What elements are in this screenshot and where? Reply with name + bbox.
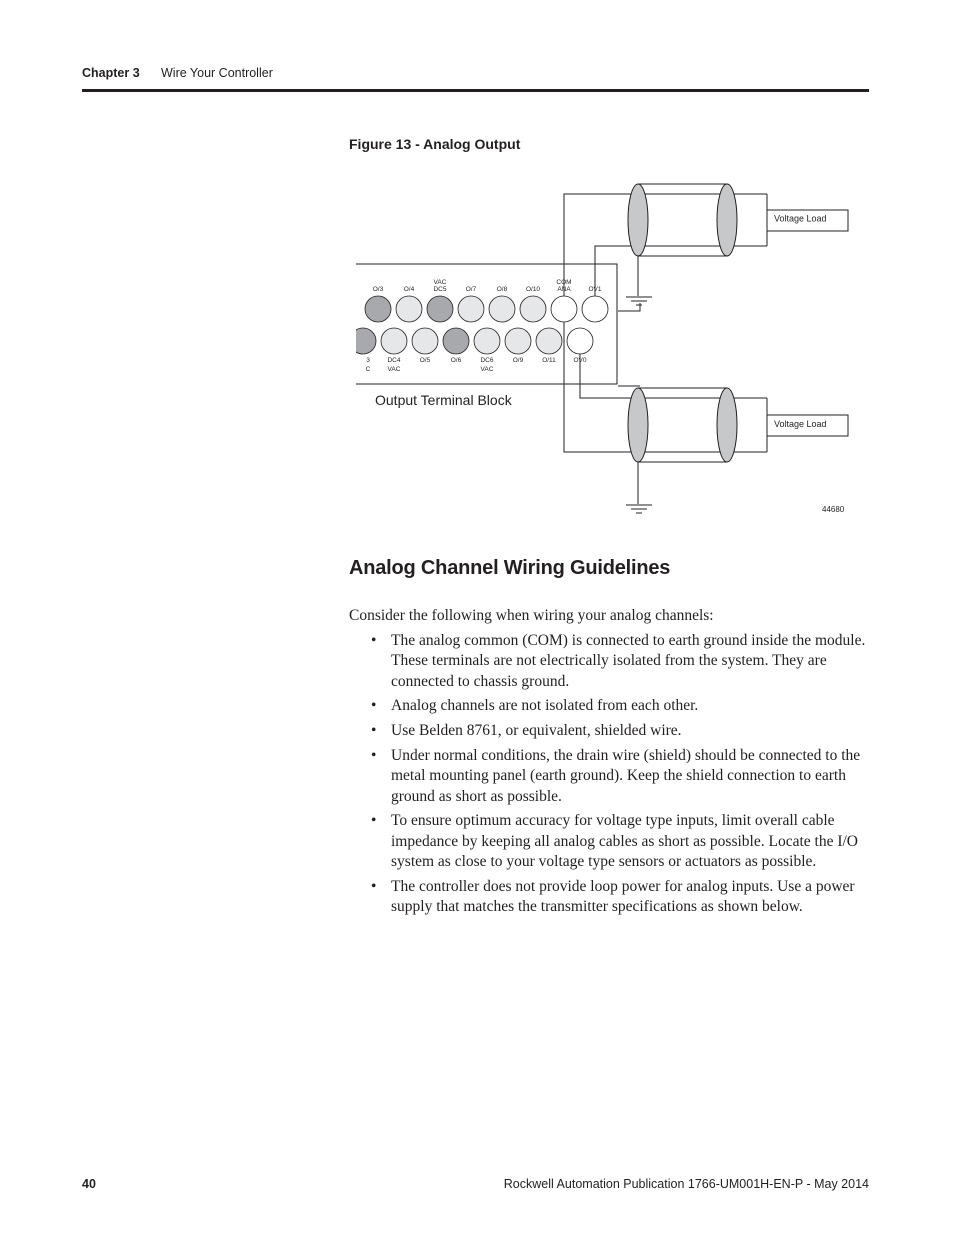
bullet-marker: • xyxy=(371,632,377,649)
list-item-text: To ensure optimum accuracy for voltage type inputs, limit overall cable impedance by keeping all analog cables as short as possible. Locate the I/O system as close to your voltage type sensors or actuators as possible. xyxy=(391,812,858,870)
section-intro: Consider the following when wiring your analog channels: xyxy=(349,607,714,624)
list-item-text: Under normal conditions, the drain wire (shield) should be connected to the metal mounting panel (earth ground). Keep the shield connection to earth ground as short as possible. xyxy=(391,746,861,805)
terminal-label-top-5: O/8 xyxy=(496,286,508,293)
analog-output-wiring-diagram xyxy=(356,178,856,523)
terminal-bottom-7 xyxy=(567,328,593,354)
terminal-label-bottom-3: O/6 xyxy=(450,357,462,364)
list-item xyxy=(349,746,871,807)
lower-voltage-load-label: Voltage Load xyxy=(774,419,827,429)
list-item xyxy=(349,721,871,741)
lower-ground-icon xyxy=(626,505,652,513)
terminal-top-3 xyxy=(427,296,453,322)
list-item xyxy=(349,696,871,716)
guidelines-list xyxy=(349,631,871,922)
list-item-text: Analog channels are not isolated from each other. xyxy=(391,697,699,715)
figure-number: 44680 xyxy=(822,505,845,514)
terminal-top-8 xyxy=(582,296,608,322)
terminal-label-top-1: O/3 xyxy=(372,286,384,293)
terminal-bottom-1 xyxy=(381,328,407,354)
figure-caption: Figure 13 - Analog Output xyxy=(349,136,521,152)
terminal-label-bottom-2: O/5 xyxy=(419,357,431,364)
terminal-top-5 xyxy=(489,296,515,322)
terminal-bottom-row xyxy=(356,328,593,354)
terminal-label-bottom-5: O/9 xyxy=(512,357,524,364)
chapter-label: Chapter 3 xyxy=(82,66,140,80)
page-number: 40 xyxy=(82,1177,96,1191)
terminal-label-top-7-upper: COM xyxy=(556,279,572,286)
terminal-label-top-2: O/4 xyxy=(403,286,415,293)
terminal-top-4 xyxy=(458,296,484,322)
bullet-marker: • xyxy=(371,697,377,715)
terminal-label-partial-1: 3 xyxy=(366,357,370,364)
terminal-bottom-0 xyxy=(356,328,376,354)
terminal-label-bottom-6: O/11 xyxy=(542,357,556,364)
terminal-label-bottom-1: DC4 xyxy=(387,357,401,364)
wire-ov1-to-upper-load xyxy=(595,246,767,296)
chapter-title: Wire Your Controller xyxy=(161,66,273,80)
header-rule xyxy=(82,89,869,92)
upper-voltage-load-label: Voltage Load xyxy=(774,213,827,224)
upper-ground-icon xyxy=(626,297,652,305)
terminal-top-row xyxy=(365,296,608,322)
wire-upper-shield-drain xyxy=(618,303,640,311)
terminal-label-partial-2: C xyxy=(365,366,371,373)
output-terminal-block-label: Output Terminal Block xyxy=(375,392,512,408)
terminal-label-bottom-1-lower: VAC xyxy=(387,366,401,373)
terminal-bottom-5 xyxy=(505,328,531,354)
terminal-bottom-4 xyxy=(474,328,500,354)
terminal-label-top-3: DC5 xyxy=(433,286,447,293)
terminal-label-bottom-7: OV0 xyxy=(573,357,587,364)
terminal-top-1 xyxy=(365,296,391,322)
terminal-top-7 xyxy=(551,296,577,322)
list-item-text: The analog common (COM) is connected to earth ground inside the module. These terminals are not electrically isolated from the system. They are connected to chassis ground. xyxy=(391,632,866,690)
terminal-label-top-4: O/7 xyxy=(465,286,477,293)
terminal-top-6 xyxy=(520,296,546,322)
list-item xyxy=(349,877,871,918)
list-item xyxy=(349,811,871,872)
terminal-bottom-2 xyxy=(412,328,438,354)
upper-shielded-cable xyxy=(628,184,737,296)
bullet-marker: • xyxy=(371,722,377,740)
terminal-label-bottom-4-lower: VAC xyxy=(480,366,494,373)
terminal-bottom-6 xyxy=(536,328,562,354)
terminal-label-top-7: ANA xyxy=(557,286,571,293)
terminal-label-top-6: O/10 xyxy=(525,286,541,293)
terminal-top-2 xyxy=(396,296,422,322)
list-item-text: Use Belden 8761, or equivalent, shielded wire. xyxy=(391,722,682,740)
lower-shielded-cable xyxy=(628,388,737,504)
bullet-marker: • xyxy=(371,812,377,830)
section-heading: Analog Channel Wiring Guidelines xyxy=(349,557,671,579)
bullet-marker: • xyxy=(371,877,377,895)
terminal-bottom-3 xyxy=(443,328,469,354)
terminal-label-top-3-upper: VAC xyxy=(433,279,447,286)
list-item-text: The controller does not provide loop power for analog inputs. Use a power supply that matches the transmitter specifications as shown below. xyxy=(391,877,855,916)
wire-ov0-to-lower-load xyxy=(580,354,767,398)
list-item xyxy=(349,631,871,692)
terminal-label-bottom-4: DC6 xyxy=(480,357,494,364)
publication-info: Rockwell Automation Publication 1766-UM001H-EN-P - May 2014 xyxy=(503,1177,869,1191)
bullet-marker: • xyxy=(371,746,377,764)
terminal-label-top-8: OV1 xyxy=(588,286,602,293)
